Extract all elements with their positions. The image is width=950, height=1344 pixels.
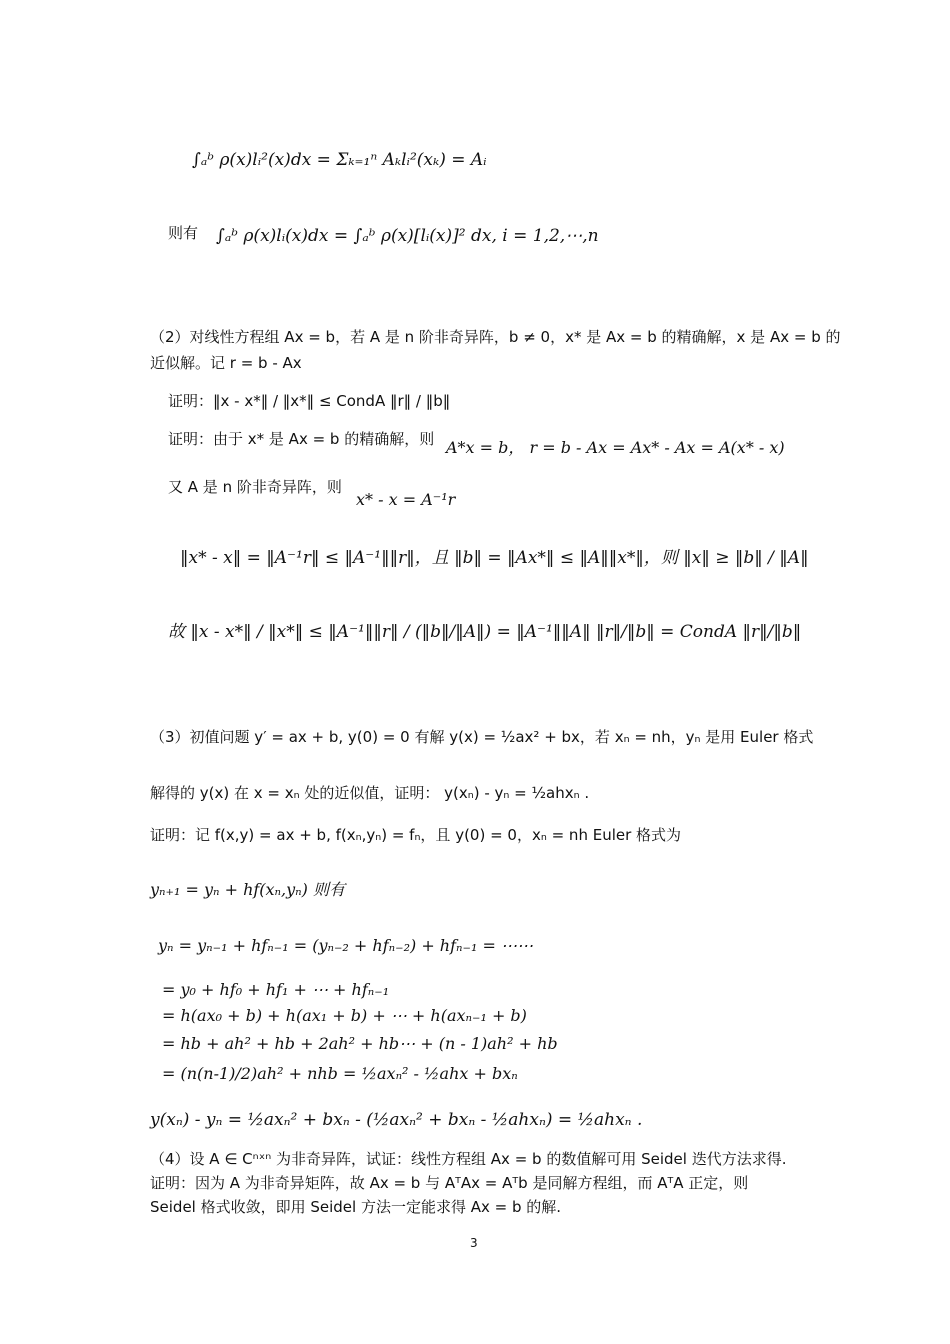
text-line-l12: 故 ‖x - x*‖ / ‖x*‖ ≤ ‖A⁻¹‖‖r‖ / (‖b‖/‖A‖) = ‖A⁻¹‖‖A‖ ‖r‖/‖b‖ = CondA ‖r‖/‖b‖ bbox=[168, 622, 802, 642]
text-line-l03: ∫ₐᵇ ρ(x)lᵢ(x)dx = ∫ₐᵇ ρ(x)[lᵢ(x)]² dx, i = 1,2,⋯,n bbox=[216, 226, 599, 246]
text-line-l15: 证明：记 f(x,y) = ax + b, f(xₙ,yₙ) = fₙ，且 y(0) = 0，xₙ = nh Euler 格式为 bbox=[150, 826, 682, 844]
text-line-l10: x* - x = A⁻¹r bbox=[356, 490, 456, 509]
text-line-l11: ‖x* - x‖ = ‖A⁻¹r‖ ≤ ‖A⁻¹‖‖r‖，且 ‖b‖ = ‖Ax*‖ ≤ ‖A‖‖x*‖，则 ‖x‖ ≥ ‖b‖ / ‖A‖ bbox=[180, 548, 809, 568]
text-line-l07: 证明：由于 x* 是 Ax = b 的精确解，则 bbox=[168, 430, 435, 448]
text-line-l23: （4）设 A ∈ Cⁿˣⁿ 为非奇异阵，试证：线性方程组 Ax = b 的数值解可用 Seidel 迭代方法求得. bbox=[150, 1150, 787, 1168]
text-line-l21: = (n(n-1)/2)ah² + nhb = ½axₙ² - ½ahx + bxₙ bbox=[162, 1064, 518, 1083]
text-line-l08: A*x = b， r = b - Ax = Ax* - Ax = A(x* - x) bbox=[446, 438, 785, 457]
text-line-l04: （2）对线性方程组 Ax = b，若 A 是 n 阶非奇异阵，b ≠ 0，x* 是 Ax = b 的精确解，x 是 Ax = b 的 bbox=[150, 328, 841, 346]
text-line-l05: 近似解。记 r = b - Ax bbox=[150, 354, 302, 372]
text-line-l24: 证明：因为 A 为非奇异矩阵，故 Ax = b 与 AᵀAx = Aᵀb 是同解方程组，而 AᵀA 正定，则 bbox=[150, 1174, 749, 1192]
text-line-l02: 则有 bbox=[168, 224, 199, 242]
text-line-l18: = y₀ + hf₀ + hf₁ + ⋯ + hfₙ₋₁ bbox=[162, 980, 390, 999]
text-line-l14: 解得的 y(x) 在 x = xₙ 处的近似值，证明： y(xₙ) - yₙ = ½ahxₙ . bbox=[150, 784, 590, 802]
text-line-l19: = h(ax₀ + b) + h(ax₁ + b) + ⋯ + h(axₙ₋₁ + b) bbox=[162, 1006, 527, 1025]
text-line-l06: 证明：‖x - x*‖ / ‖x*‖ ≤ CondA ‖r‖ / ‖b‖ bbox=[168, 392, 451, 410]
text-line-l20: = hb + ah² + hb + 2ah² + hb⋯ + (n - 1)ah² + hb bbox=[162, 1034, 558, 1053]
text-line-l22: y(xₙ) - yₙ = ½axₙ² + bxₙ - (½axₙ² + bxₙ - ½ahxₙ) = ½ahxₙ . bbox=[150, 1110, 643, 1130]
text-line-l01: ∫ₐᵇ ρ(x)lᵢ²(x)dx = Σₖ₌₁ⁿ Aₖlᵢ²(xₖ) = Aᵢ bbox=[192, 150, 487, 170]
text-line-l09: 又 A 是 n 阶非奇异阵，则 bbox=[168, 478, 342, 496]
text-line-l13: （3）初值问题 y′ = ax + b, y(0) = 0 有解 y(x) = ½ax² + bx，若 xₙ = nh，yₙ 是用 Euler 格式 bbox=[150, 728, 814, 746]
text-line-l25: Seidel 格式收敛，即用 Seidel 方法一定能求得 Ax = b 的解. bbox=[150, 1198, 562, 1216]
text-line-l17: yₙ = yₙ₋₁ + hfₙ₋₁ = (yₙ₋₂ + hfₙ₋₂) + hfₙ₋₁ = ⋯⋯ bbox=[158, 936, 533, 955]
page-number: 3 bbox=[470, 1236, 478, 1250]
text-line-l16: yₙ₊₁ = yₙ + hf(xₙ,yₙ) 则有 bbox=[150, 880, 345, 899]
